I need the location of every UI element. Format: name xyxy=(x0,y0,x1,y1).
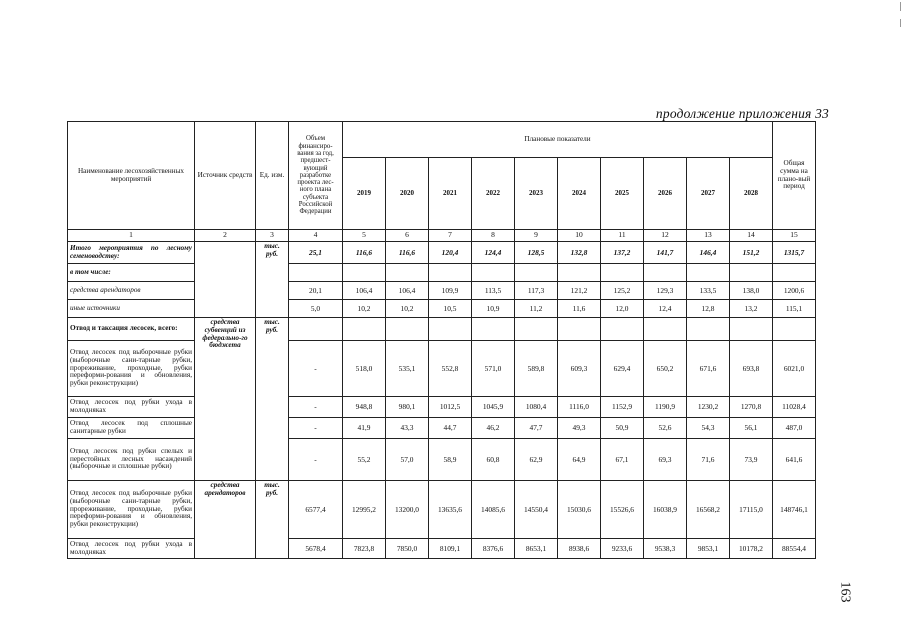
row-value: 8109,1 xyxy=(429,539,472,559)
row-value: 56,1 xyxy=(730,418,773,439)
row-value: 10178,2 xyxy=(730,539,773,559)
row-volume: 5678,4 xyxy=(289,539,343,559)
year-header: 2019 xyxy=(343,158,386,230)
row-value xyxy=(730,318,773,341)
row-value xyxy=(687,318,730,341)
page-number: 163 xyxy=(837,581,853,603)
row-name: средства арендаторов xyxy=(68,282,195,300)
row-value xyxy=(472,264,515,282)
header-volume: Объем финансиро-вания за год, предшест-вующий разработке проекта лес-ного плана субъекта Российской Федерации xyxy=(289,122,343,230)
column-number: 7 xyxy=(429,230,472,242)
column-number: 11 xyxy=(601,230,644,242)
row-value: 52,6 xyxy=(644,418,687,439)
row-name: Отвод лесосек под сплошные санитарные рубки xyxy=(68,418,195,439)
row-value: 67,1 xyxy=(601,439,644,481)
table-row xyxy=(68,418,816,439)
row-value: 73,9 xyxy=(730,439,773,481)
row-unit: тыс. руб. xyxy=(256,242,289,318)
row-value: 10,5 xyxy=(429,300,472,318)
row-volume: - xyxy=(289,439,343,481)
row-source: средства субвенций из федерально-го бюджета xyxy=(195,318,256,481)
plan-table xyxy=(67,121,816,559)
row-value: 8653,1 xyxy=(515,539,558,559)
row-value: 1230,2 xyxy=(687,397,730,418)
table-row xyxy=(68,264,816,282)
row-name: в том числе: xyxy=(68,264,195,282)
row-value: 693,8 xyxy=(730,341,773,397)
row-value: 980,1 xyxy=(386,397,429,418)
row-volume: - xyxy=(289,341,343,397)
row-volume: 6577,4 xyxy=(289,481,343,539)
row-value: 609,3 xyxy=(558,341,601,397)
column-number: 3 xyxy=(256,230,289,242)
row-value: 12,8 xyxy=(687,300,730,318)
header-source: Источник средств xyxy=(195,122,256,230)
row-value: 58,9 xyxy=(429,439,472,481)
row-value: 44,7 xyxy=(429,418,472,439)
row-value xyxy=(515,264,558,282)
row-total: 6021,0 xyxy=(773,341,816,397)
row-value: 132,8 xyxy=(558,242,601,264)
column-number: 10 xyxy=(558,230,601,242)
row-value xyxy=(343,318,386,341)
row-value: 9233,6 xyxy=(601,539,644,559)
header-name: Наименование лесохозяйственных мероприятий xyxy=(68,122,195,230)
year-header: 2027 xyxy=(687,158,730,230)
header-unit: Ед. изм. xyxy=(256,122,289,230)
row-name: Отвод и таксация лесосек, всего: xyxy=(68,318,195,341)
row-total: 1200,6 xyxy=(773,282,816,300)
row-value xyxy=(429,264,472,282)
row-value: 106,4 xyxy=(343,282,386,300)
row-value: 10,9 xyxy=(472,300,515,318)
row-value: 113,5 xyxy=(472,282,515,300)
row-value xyxy=(558,318,601,341)
row-name: Итого мероприятия по лесному семеноводству: xyxy=(68,242,195,264)
row-value: 16568,2 xyxy=(687,481,730,539)
row-unit: тыс. руб. xyxy=(256,481,289,559)
row-volume xyxy=(289,264,343,282)
row-value: 13635,6 xyxy=(429,481,472,539)
column-number: 13 xyxy=(687,230,730,242)
row-value: 650,2 xyxy=(644,341,687,397)
row-value: 69,3 xyxy=(644,439,687,481)
row-value: 1270,8 xyxy=(730,397,773,418)
row-total: 11028,4 xyxy=(773,397,816,418)
row-value: 1012,5 xyxy=(429,397,472,418)
table-row xyxy=(68,439,816,481)
row-value: 43,3 xyxy=(386,418,429,439)
table-row xyxy=(68,282,816,300)
row-value: 55,2 xyxy=(343,439,386,481)
column-number: 5 xyxy=(343,230,386,242)
row-value: 54,3 xyxy=(687,418,730,439)
row-value: 47,7 xyxy=(515,418,558,439)
row-value: 13200,0 xyxy=(386,481,429,539)
row-source xyxy=(195,242,256,318)
row-value: 50,9 xyxy=(601,418,644,439)
row-value: 535,1 xyxy=(386,341,429,397)
row-source: средства арендаторов xyxy=(195,481,256,559)
row-value: 128,5 xyxy=(515,242,558,264)
document-caption: продолжение приложения 33 xyxy=(655,106,829,121)
row-value: 124,4 xyxy=(472,242,515,264)
row-value: 12,0 xyxy=(601,300,644,318)
row-value: 10,2 xyxy=(386,300,429,318)
row-value: 1116,0 xyxy=(558,397,601,418)
row-value: 106,4 xyxy=(386,282,429,300)
column-number: 15 xyxy=(773,230,816,242)
year-header: 2028 xyxy=(730,158,773,230)
row-value: 116,6 xyxy=(343,242,386,264)
row-value: 7850,0 xyxy=(386,539,429,559)
row-value xyxy=(343,264,386,282)
row-value: 15526,6 xyxy=(601,481,644,539)
row-total: 148746,1 xyxy=(773,481,816,539)
year-header: 2025 xyxy=(601,158,644,230)
row-value: 49,3 xyxy=(558,418,601,439)
row-value: 120,4 xyxy=(429,242,472,264)
row-value: 57,0 xyxy=(386,439,429,481)
row-name: иные источники xyxy=(68,300,195,318)
row-value xyxy=(644,318,687,341)
row-value: 14550,4 xyxy=(515,481,558,539)
row-value: 121,2 xyxy=(558,282,601,300)
row-value: 671,6 xyxy=(687,341,730,397)
row-name: Отвод лесосек под выборочные рубки (выборочные сани-тарные рубки, прореживание, проходные, рубки переформи-рования и обновления, рубки реконструкции) xyxy=(68,341,195,397)
row-value: 1152,9 xyxy=(601,397,644,418)
row-value: 137,2 xyxy=(601,242,644,264)
row-value: 8938,6 xyxy=(558,539,601,559)
row-value: 13,2 xyxy=(730,300,773,318)
column-number: 2 xyxy=(195,230,256,242)
row-total: 88554,4 xyxy=(773,539,816,559)
row-value: 629,4 xyxy=(601,341,644,397)
header-planned: Плановые показатели xyxy=(343,122,773,158)
row-value: 146,4 xyxy=(687,242,730,264)
row-value xyxy=(558,264,601,282)
row-value: 11,6 xyxy=(558,300,601,318)
row-total: 487,0 xyxy=(773,418,816,439)
column-number: 12 xyxy=(644,230,687,242)
row-value: 71,6 xyxy=(687,439,730,481)
table-row xyxy=(68,242,816,264)
row-value: 12995,2 xyxy=(343,481,386,539)
row-value xyxy=(687,264,730,282)
column-number: 4 xyxy=(289,230,343,242)
row-value xyxy=(472,318,515,341)
year-header: 2026 xyxy=(644,158,687,230)
year-header: 2024 xyxy=(558,158,601,230)
row-value xyxy=(601,264,644,282)
row-value: 62,9 xyxy=(515,439,558,481)
row-value: 948,8 xyxy=(343,397,386,418)
row-volume: 20,1 xyxy=(289,282,343,300)
column-number: 6 xyxy=(386,230,429,242)
year-header: 2021 xyxy=(429,158,472,230)
row-value: 8376,6 xyxy=(472,539,515,559)
row-value: 7823,8 xyxy=(343,539,386,559)
row-value: 17115,0 xyxy=(730,481,773,539)
row-value xyxy=(386,318,429,341)
year-header: 2020 xyxy=(386,158,429,230)
row-total xyxy=(773,318,816,341)
row-volume: - xyxy=(289,397,343,418)
row-value: 16038,9 xyxy=(644,481,687,539)
row-value xyxy=(644,264,687,282)
row-value: 10,2 xyxy=(343,300,386,318)
year-header: 2023 xyxy=(515,158,558,230)
row-value xyxy=(601,318,644,341)
table-row xyxy=(68,300,816,318)
column-number-row xyxy=(68,230,816,242)
column-number: 1 xyxy=(68,230,195,242)
table-row xyxy=(68,318,816,341)
row-value: 141,7 xyxy=(644,242,687,264)
row-value: 60,8 xyxy=(472,439,515,481)
row-total xyxy=(773,264,816,282)
table-row xyxy=(68,481,816,539)
row-value: 9538,3 xyxy=(644,539,687,559)
table-row xyxy=(68,341,816,397)
column-number: 9 xyxy=(515,230,558,242)
row-value: 1080,4 xyxy=(515,397,558,418)
row-value: 129,3 xyxy=(644,282,687,300)
row-unit: тыс. руб. xyxy=(256,318,289,481)
row-value: 117,3 xyxy=(515,282,558,300)
row-value: 1045,9 xyxy=(472,397,515,418)
row-value: 518,0 xyxy=(343,341,386,397)
row-total: 641,6 xyxy=(773,439,816,481)
row-value: 151,2 xyxy=(730,242,773,264)
row-value: 1190,9 xyxy=(644,397,687,418)
row-value: 15030,6 xyxy=(558,481,601,539)
row-value: 138,0 xyxy=(730,282,773,300)
row-value xyxy=(429,318,472,341)
row-value: 125,2 xyxy=(601,282,644,300)
row-value: 46,2 xyxy=(472,418,515,439)
row-volume: 5,0 xyxy=(289,300,343,318)
row-value: 116,6 xyxy=(386,242,429,264)
row-value: 109,9 xyxy=(429,282,472,300)
row-name: Отвод лесосек под выборочные рубки (выборочные сани-тарные рубки, прореживание, проходные, рубки переформи-рования и обновления, рубки реконструкции) xyxy=(68,481,195,539)
row-total: 115,1 xyxy=(773,300,816,318)
column-number: 14 xyxy=(730,230,773,242)
row-value xyxy=(730,264,773,282)
row-value: 571,0 xyxy=(472,341,515,397)
row-name: Отвод лесосек под рубки спелых и перестойных лесных насаждений (выборочные и сплошные рубки) xyxy=(68,439,195,481)
row-name: Отвод лесосек под рубки ухода в молодняках xyxy=(68,397,195,418)
row-value: 11,2 xyxy=(515,300,558,318)
row-value: 14085,6 xyxy=(472,481,515,539)
row-name: Отвод лесосек под рубки ухода в молодняках xyxy=(68,539,195,559)
row-value: 41,9 xyxy=(343,418,386,439)
column-number: 8 xyxy=(472,230,515,242)
row-value: 12,4 xyxy=(644,300,687,318)
table-row xyxy=(68,397,816,418)
year-header: 2022 xyxy=(472,158,515,230)
row-value: 552,8 xyxy=(429,341,472,397)
row-value: 589,8 xyxy=(515,341,558,397)
row-value: 133,5 xyxy=(687,282,730,300)
row-volume: - xyxy=(289,418,343,439)
row-value xyxy=(515,318,558,341)
row-value: 9853,1 xyxy=(687,539,730,559)
row-total: 1315,7 xyxy=(773,242,816,264)
row-value xyxy=(386,264,429,282)
table-row xyxy=(68,539,816,559)
row-value: 64,9 xyxy=(558,439,601,481)
row-volume: 25,1 xyxy=(289,242,343,264)
header-total: Общая сумма на плано-вый период xyxy=(773,122,816,230)
row-volume xyxy=(289,318,343,341)
edge-marks xyxy=(898,2,902,42)
